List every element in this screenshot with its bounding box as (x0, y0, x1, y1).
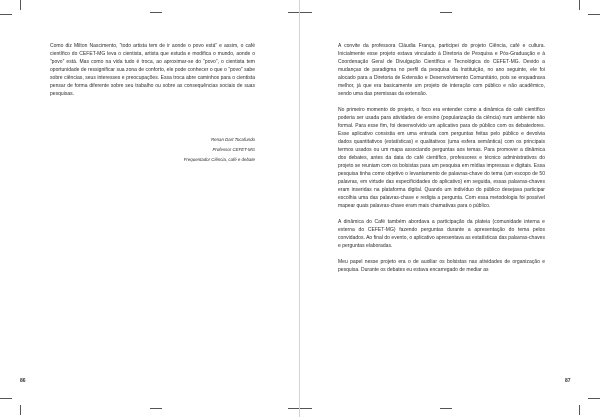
crop-mark (20, 405, 21, 415)
signature-role: Professor CEFET-MG (212, 147, 255, 152)
right-page-body (338, 42, 545, 282)
signature-project: Frequentador Ciência, café e debate (183, 157, 255, 162)
crop-mark (588, 398, 600, 399)
crop-mark (588, 14, 600, 15)
right-paragraph: No primeiro momento do projeto, o foco era entender como a dinâmica do café científico poderia ser usada para atividades de ensino (popularização da ciência) num ambiente não formal. Para esse fim, foi desenvolvido um aplicativo para do público com os debatedores. Esse aplicativo consistia em uma entrada com perguntas feitas pelo público e devolvia dados quantitativos (estatísticas) e qualitativos (uma esfera semântica) com os principais termos usados ou um mapa associando perguntas aos temas. Para promover a dinâmica dos debates, antes da data do café científico, professores e técnico administrativos do projeto se reuniam com os bolsistas para um pesquisa em mídias impressas e digitais. Essa pesquisa tinha como objetivo o levantamento de palavras-chave do tema (um escopo de 50 palavras, em virtude das especificidades do aplicativo) em seguida, essas palavras-chaves eram inseridas na plataforma digital. Quando um indivíduo do público desejava participar escolhia uma das palavras-chave e redigia a pergunta. Com essa metodologia foi possível mapear quais palavras-chave eram mais chamativas para o público. (338, 107, 545, 209)
crop-mark (300, 12, 312, 13)
crop-mark (150, 12, 162, 13)
right-paragraph: A convite da professora Cláudia França, participei do projeto Ciência, café e cultura. Inicialmente esse projeto estava vinculado à Diretoria de Pesquisa e Pós-Graduação e à Coordenação Geral de Divulgação Científica e Tecnológica do CEFET-MG. Devido a mudanças de paradigma no perfil da pesquisa da Instituição, no ano seguinte, ele foi alocado para a Diretoria de Extensão e Desenvolvimento Comunitário, pois se enquadrava melhor, já que era basicamente um projeto de interação com público e não acadêmico, sendo uma das premissas da extensão. (338, 43, 545, 97)
crop-mark (440, 408, 452, 409)
crop-mark (0, 14, 12, 15)
crop-mark (440, 12, 452, 13)
signature-name: Renan Dart Tocafundo (210, 137, 255, 142)
testimonial-signature (60, 135, 255, 165)
page-number-right: 87 (565, 378, 571, 384)
crop-mark (20, 0, 21, 10)
right-paragraph: Meu papel nesse projeto era o de auxiliar os bolsistas nas atividades de organização e pesquisa. Durante os debates eu estava encarregado de mediar as (338, 259, 545, 273)
page-number-left: 86 (20, 378, 26, 384)
crop-mark (0, 398, 12, 399)
left-page-body (50, 42, 255, 106)
page-gutter (299, 0, 300, 417)
crop-mark (579, 0, 580, 10)
right-paragraph: A dinâmica do Café também abordava a participação da plateia (comunidade interna e externa do CEFET-MG) fazendo perguntas durante a apresentação do tema pelos convidados. Ao final do evento, o aplicativo apresentava as estatísticas das palavras-chaves e perguntas elaboradas. (338, 219, 545, 249)
left-paragraph: Como diz Milton Nascimento, “todo artista tem de ir aonde o povo está” e assim, o café científico do CEFET-MG leva o cientista, artista que estuda e modifica o mundo, aonde o “povo” está. Mas como na vida tudo é troca, ao aproximar-se do “povo”, o cientista tem oportunidade de ressignificar sua zona de conforto, ele pode conhecer o que o “povo” sabe sobre ciências, seus interesses e preocupações. Essa troca abre caminhos para o cientista pensar de forma diferente sobre seu trabalho ou sobre as consequências sociais de suas pesquisas. (50, 43, 255, 97)
crop-mark (150, 408, 162, 409)
crop-mark (300, 408, 312, 409)
crop-mark (579, 405, 580, 415)
